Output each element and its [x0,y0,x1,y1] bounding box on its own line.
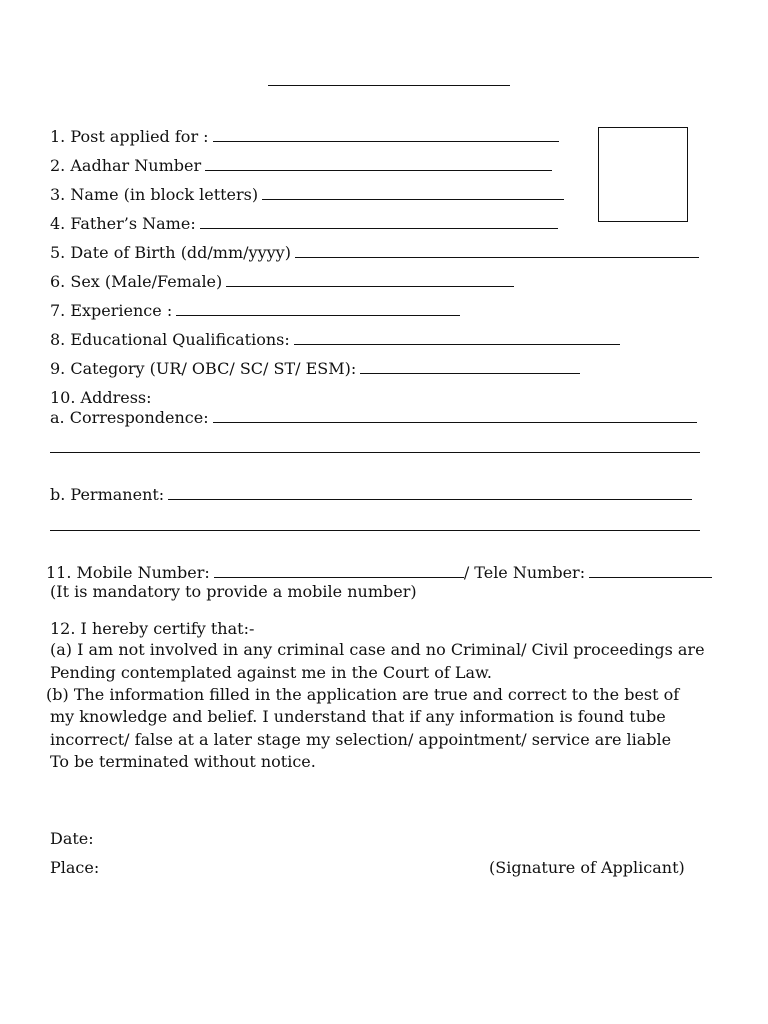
experience-field[interactable] [176,300,460,316]
date-label: Date: [50,829,94,848]
aadhar-label: 2. Aadhar Number [50,156,202,175]
tele-field[interactable] [589,562,712,578]
certify-heading: 12. I hereby certify that:- [50,619,255,638]
name-row [50,184,564,205]
correspondence-field[interactable] [213,407,697,423]
aadhar-row [50,155,552,176]
father-name-row [50,213,558,234]
post-applied-label: 1. Post applied for : [50,127,209,146]
certify-line: incorrect/ false at a later stage my selection/ appointment/ service are liable [50,730,672,749]
education-label: 8. Educational Qualifications: [50,330,290,349]
certify-line: (a) I am not involved in any criminal case and no Criminal/ Civil proceedings are [50,640,705,659]
post-applied-row [50,126,559,147]
post-applied-field[interactable] [213,126,559,142]
experience-row [50,300,460,321]
sex-label: 6. Sex (Male/Female) [50,272,223,291]
aadhar-field[interactable] [205,155,552,171]
dob-row [50,242,699,263]
photo-box [598,127,688,222]
certify-line: (b) The information filled in the application are true and correct to the best of [46,685,680,704]
mobile-note: (It is mandatory to provide a mobile number) [50,582,417,601]
category-label: 9. Category (UR/ OBC/ SC/ ST/ ESM): [50,359,357,378]
name-label: 3. Name (in block letters) [50,185,259,204]
certify-line: Pending contemplated against me in the Court of Law. [50,663,492,682]
mobile-field[interactable] [214,562,464,578]
father-name-field[interactable] [200,213,558,229]
sex-row [50,271,514,292]
dob-label: 5. Date of Birth (dd/mm/yyyy) [50,243,291,262]
permanent-label: b. Permanent: [50,485,165,504]
mobile-label: 11. Mobile Number: [46,563,210,582]
correspondence-row [50,407,697,428]
title-blank-line[interactable] [268,85,510,86]
education-row [50,329,620,350]
permanent-field[interactable] [168,484,692,500]
correspondence-label: a. Correspondence: [50,408,209,427]
dob-field[interactable] [295,242,699,258]
mobile-row [46,562,712,583]
sex-field[interactable] [226,271,514,287]
certify-line: my knowledge and belief. I understand that if any information is found tube [50,707,666,726]
name-field[interactable] [262,184,564,200]
certify-line: To be terminated without notice. [50,752,316,771]
category-field[interactable] [360,358,580,374]
permanent-row [50,484,692,505]
address-heading: 10. Address: [50,388,152,407]
signature-label: (Signature of Applicant) [489,858,685,877]
category-row [50,358,580,379]
correspondence-field-line-2[interactable] [50,452,700,453]
tele-label: / Tele Number: [463,563,586,582]
experience-label: 7. Experience : [50,301,173,320]
education-field[interactable] [294,329,620,345]
place-label: Place: [50,858,100,877]
permanent-field-line-2[interactable] [50,530,700,531]
father-name-label: 4. Father’s Name: [50,214,196,233]
